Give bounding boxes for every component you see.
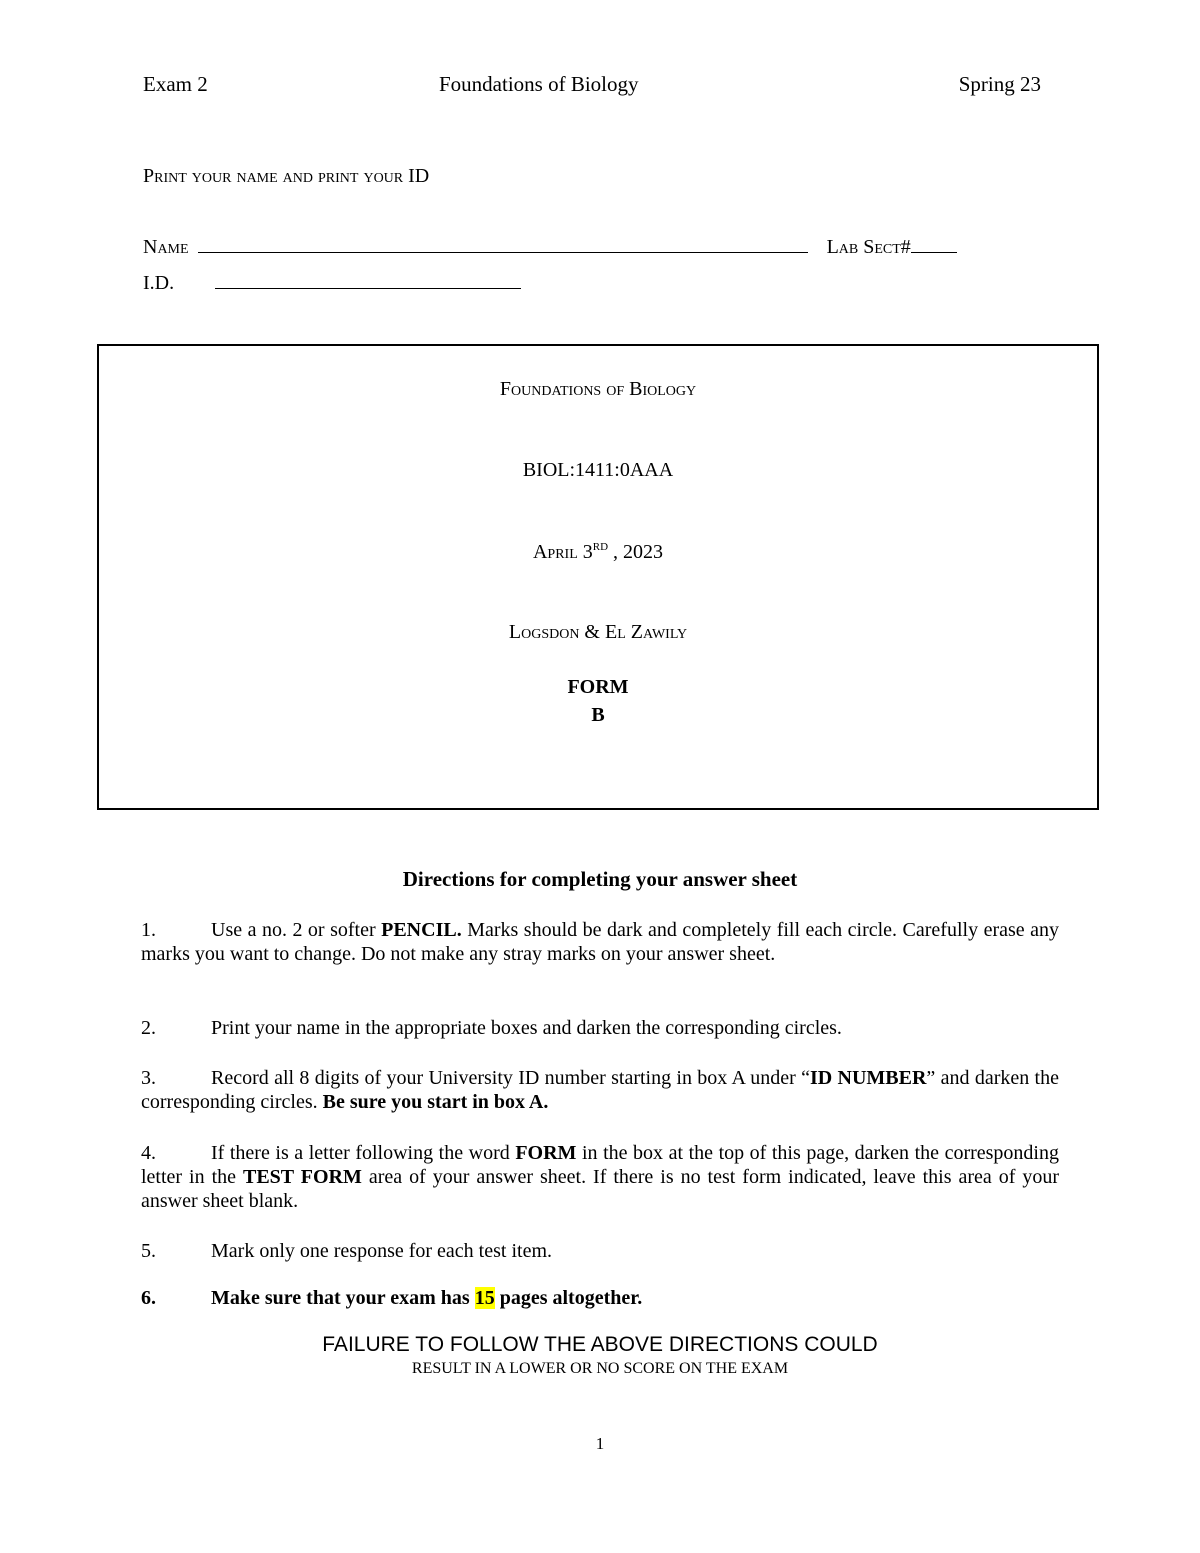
name-label: Name	[143, 236, 189, 258]
directions-title: Directions for completing your answer sheet	[402, 867, 798, 891]
page-count-highlight: 15	[474, 1287, 495, 1309]
warning-line-2: RESULT IN A LOWER OR NO SCORE ON THE EXAM	[411, 1360, 789, 1377]
id-blank[interactable]	[215, 274, 521, 289]
lab-section-blank[interactable]	[911, 238, 957, 253]
form-label: FORM	[567, 676, 629, 698]
print-instruction: Print your name and print your ID	[143, 165, 430, 187]
header-term: Spring 23	[958, 72, 1041, 96]
lab-section-label: Lab Sect#	[826, 236, 911, 258]
form-letter: B	[591, 704, 605, 726]
exam-date: April 3RD , 2023	[532, 541, 664, 563]
header-course: Foundations of Biology	[439, 72, 639, 96]
direction-item: 4. If there is a letter following the word FORM in the box at the top of this page, darken the corresponding letter in the TEST FORM area of your answer sheet. If there is no test form indicated, leave this area of your answer sheet blank.	[141, 1142, 1060, 1212]
instructors: Logsdon & El Zawily	[508, 621, 688, 643]
direction-item: 2. Print your name in the appropriate boxes and darken the corresponding circles.	[141, 1017, 842, 1039]
warning-line-1: FAILURE TO FOLLOW THE ABOVE DIRECTIONS COULD	[322, 1333, 878, 1356]
id-label: I.D.	[143, 272, 175, 294]
direction-item: 3. Record all 8 digits of your University ID number starting in box A under “ID NUMBER” and darken the corresponding circles. Be sure you start in box A.	[141, 1067, 1059, 1113]
direction-item: 1. Use a no. 2 or softer PENCIL. Marks should be dark and completely fill each circle. Carefully erase any marks you want to change. Do not make any stray marks on your answer sheet.	[141, 919, 1060, 965]
name-blank[interactable]	[198, 238, 808, 253]
cover-box	[97, 344, 1099, 810]
id-field-row	[143, 272, 521, 295]
name-field-row	[143, 236, 957, 259]
direction-item: 5. Mark only one response for each test item.	[141, 1240, 553, 1262]
course-code: BIOL:1411:0AAA	[522, 459, 674, 481]
header-exam: Exam 2	[143, 72, 208, 96]
page-number: 1	[595, 1434, 605, 1453]
direction-item: 6. Make sure that your exam has 15 pages altogether.	[141, 1287, 643, 1309]
page-header	[143, 72, 1041, 102]
course-title: Foundations of Biology	[499, 378, 697, 400]
